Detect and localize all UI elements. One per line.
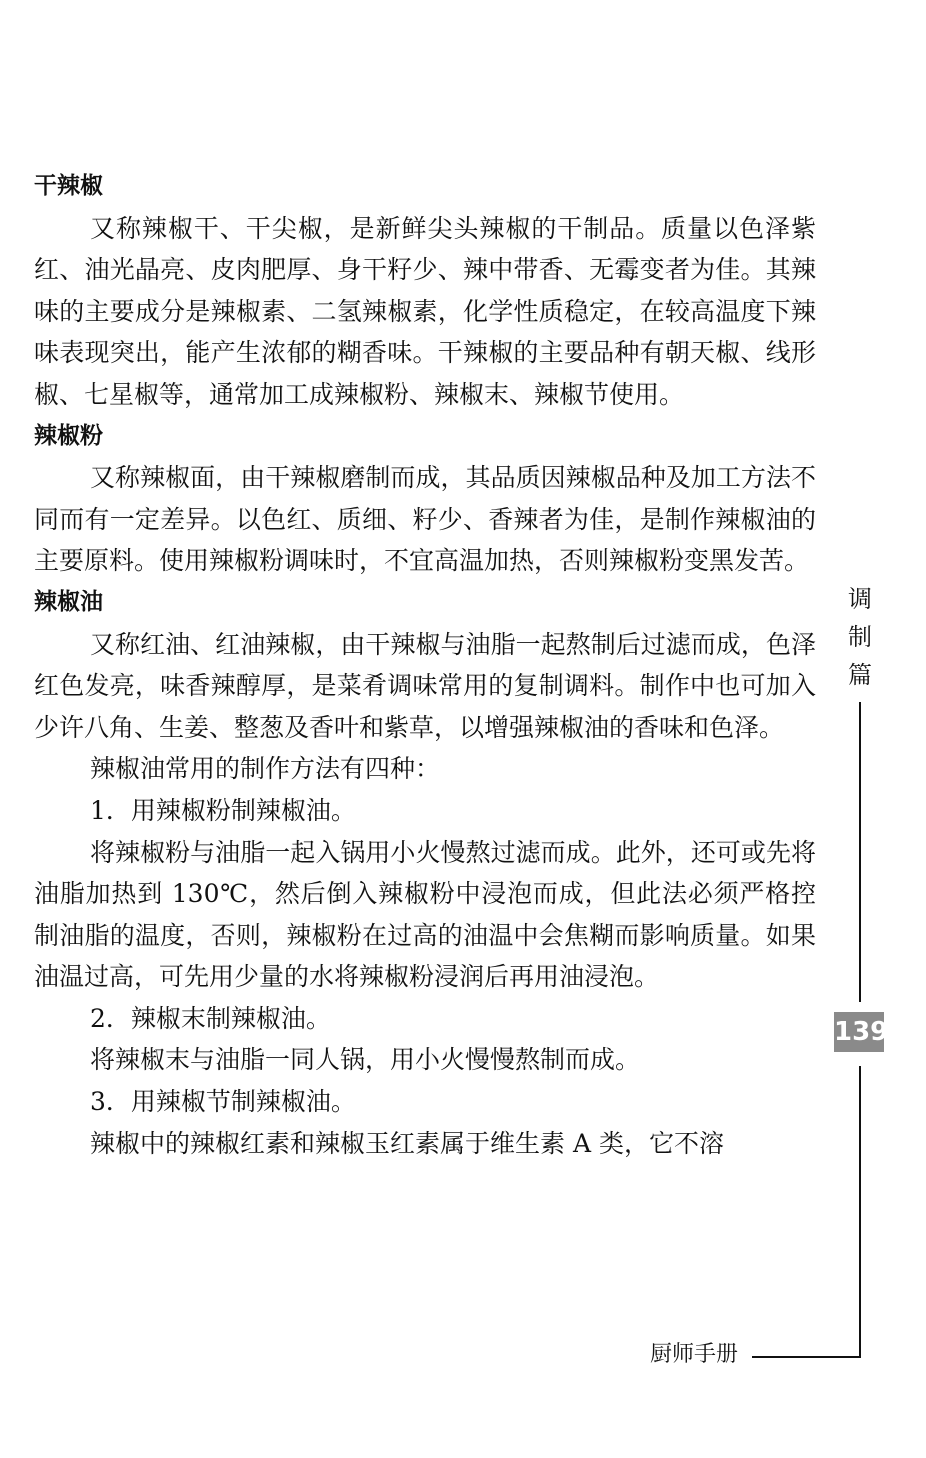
page-number: 139: [834, 1012, 884, 1052]
method-3-title: 3．用辣椒节制辣椒油。: [90, 1087, 356, 1117]
methods-intro: 辣椒油常用的制作方法有四种：: [90, 754, 441, 784]
section-heading-chili-oil: 辣椒油: [34, 588, 103, 615]
paragraph-chili-powder: 又称辣椒面，由干辣椒磨制而成，其品质因辣椒品种及加工方法不同而有一定差异。以色红、质细、籽少、香辣者为佳，是制作辣椒油的主要原料。使用辣椒粉调味时，不宜高温加热，否则辣椒粉变黑发苦。: [34, 463, 816, 576]
footer-rule: [752, 1356, 861, 1358]
method-2-title: 2．辣椒末制辣椒油。: [90, 1003, 331, 1033]
section-heading-dried-chili: 干辣椒: [34, 173, 103, 199]
running-footer: 厨师手册: [650, 1340, 742, 1370]
section-heading-chili-powder: 辣椒粉: [34, 422, 103, 449]
method-3-text: 辣椒中的辣椒红素和辣椒玉红素属于维生素 A 类，它不溶: [90, 1128, 724, 1158]
page-content: [34, 166, 816, 1164]
method-2-text: 将辣椒末与油脂一同人锅，用小火慢慢熬制而成。: [90, 1045, 641, 1075]
side-label-char: 篇: [848, 661, 872, 689]
method-1-text: 将辣椒粉与油脂一起入锅用小火慢熬过滤而成。此外，还可或先将油脂加热到 130℃，然后倒入辣椒粉中浸泡而成，但此法必须严格控制油脂的温度，否则，辣椒粉在过高的油温中会焦糊而影响质量。如果油温过高，可先用少量的水将辣椒粉浸润后再用油浸泡。: [34, 837, 816, 992]
side-label-char: 调: [848, 585, 872, 613]
chapter-side-label: [848, 580, 872, 694]
margin-rule-bottom: [859, 1066, 861, 1356]
margin-rule-top: [859, 702, 861, 1002]
paragraph-dried-chili: 又称辣椒干、干尖椒，是新鲜尖头辣椒的干制品。质量以色泽紫红、油光晶亮、皮肉肥厚、身干籽少、辣中带香、无霉变者为佳。其辣味的主要成分是辣椒素、二氢辣椒素，化学性质稳定，在较高温度下辣味表现突出，能产生浓郁的糊香味。干辣椒的主要品种有朝天椒、线形椒、七星椒等，通常加工成辣椒粉、辣椒末、辣椒节使用。: [34, 213, 816, 409]
side-label-char: 制: [848, 623, 872, 651]
paragraph-chili-oil: 又称红油、红油辣椒，由干辣椒与油脂一起熬制后过滤而成，色泽红色发亮，味香辣醇厚，是菜肴调味常用的复制调料。制作中也可加入少许八角、生姜、整葱及香叶和紫草，以增强辣椒油的香味和色泽。: [34, 629, 816, 742]
method-1-title: 1．用辣椒粉制辣椒油。: [90, 795, 356, 825]
